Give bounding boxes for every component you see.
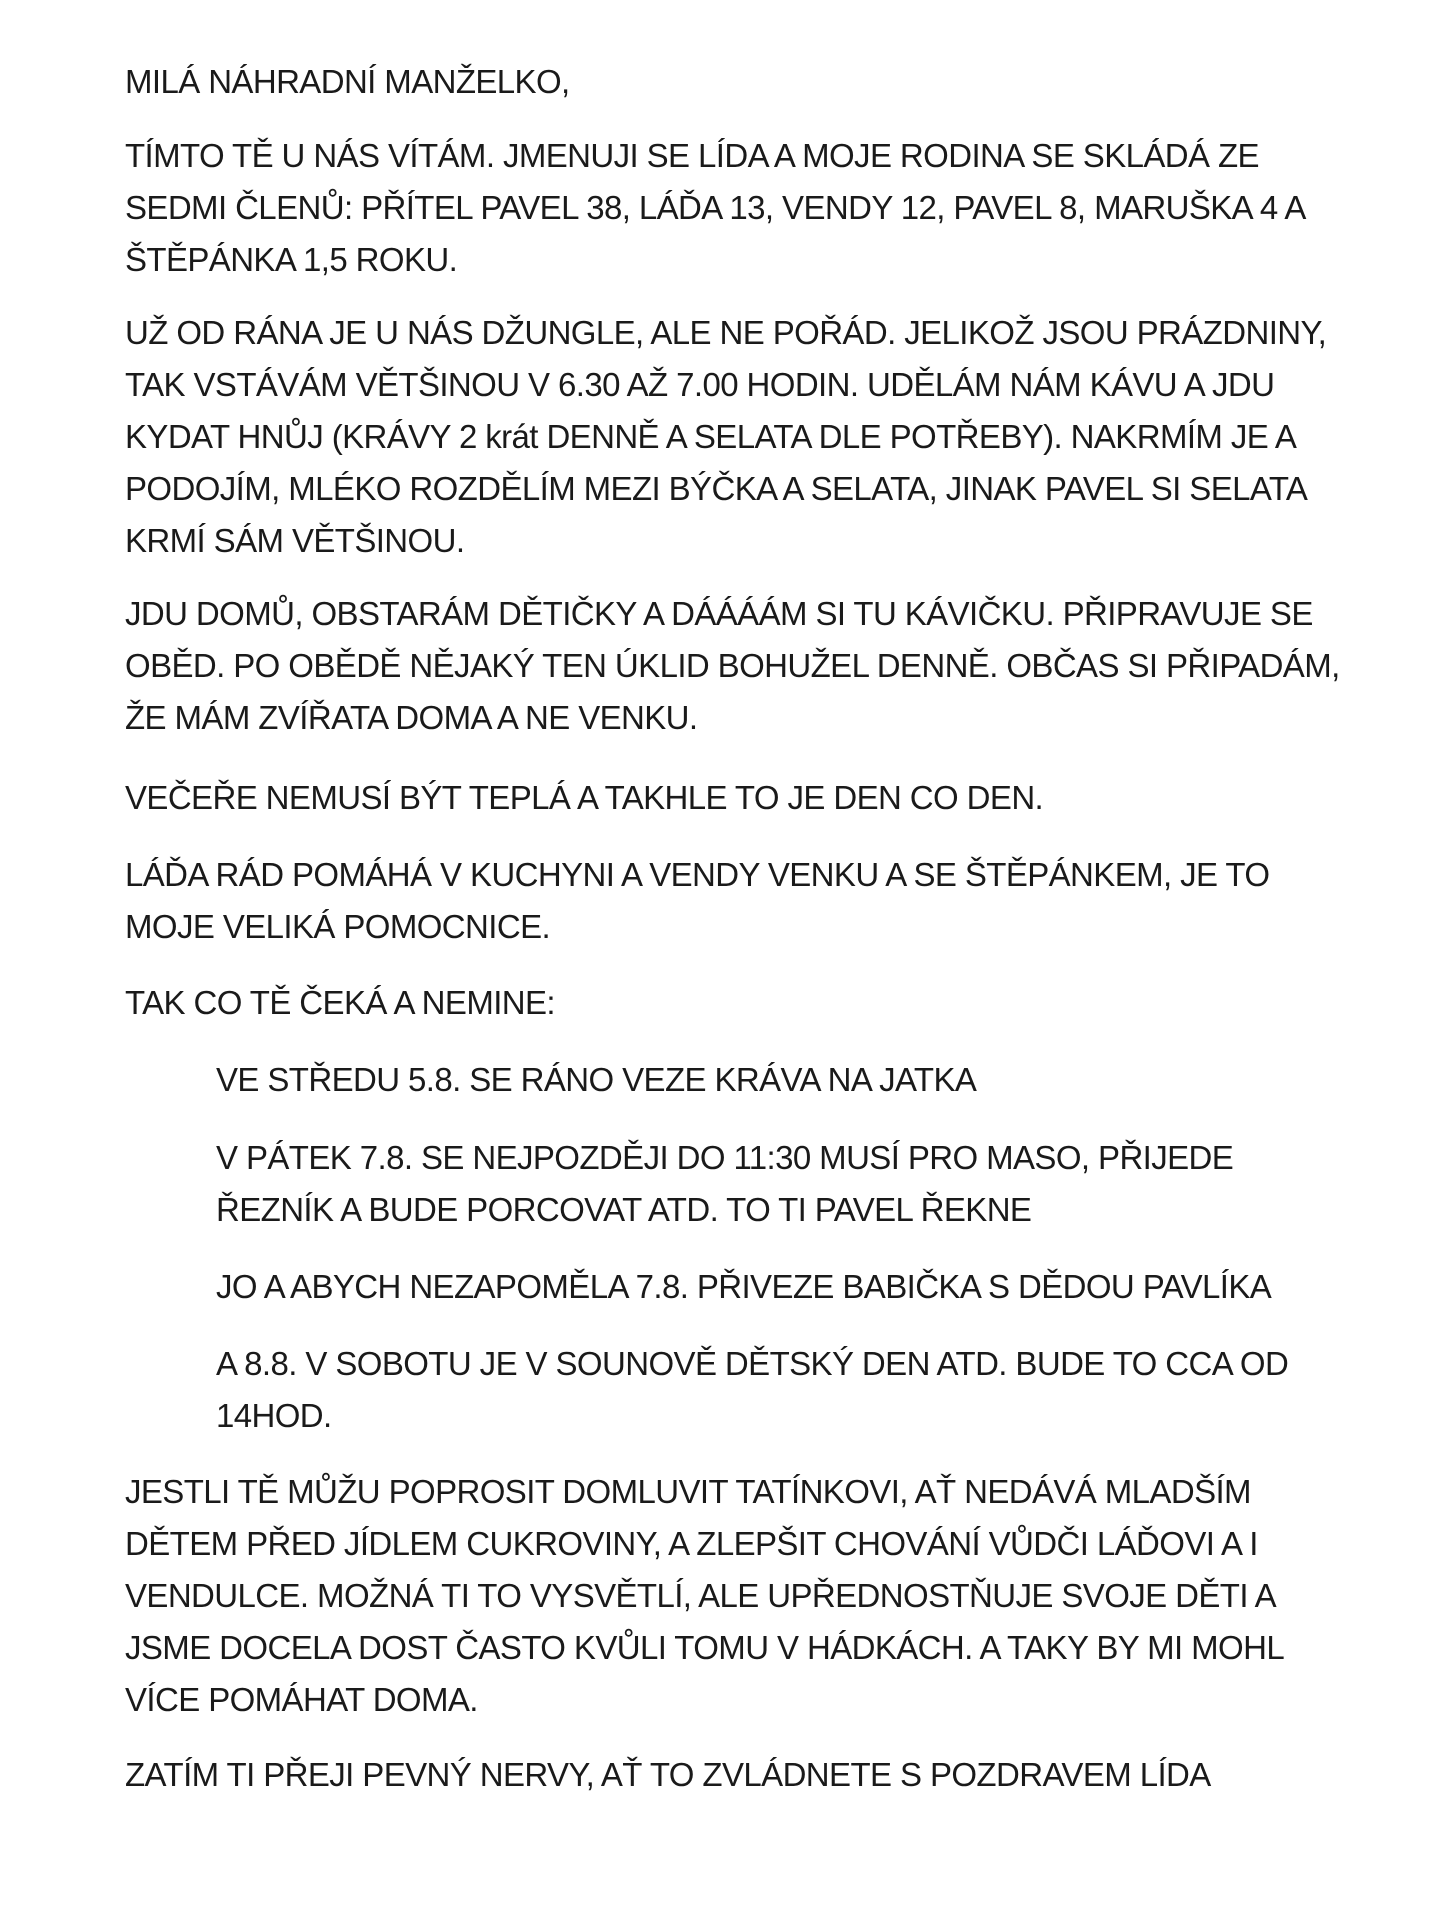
letter-greeting: MILÁ NÁHRADNÍ MANŽELKO, [125,63,570,100]
letter-paragraph-dinner: VEČEŘE NEMUSÍ BÝT TEPLÁ A TAKHLE TO JE DEN CO DEN. [125,779,1044,816]
letter-paragraph-family: TÍMTO TĚ U NÁS VÍTÁM. JMENUJI SE LÍDA A MOJE RODINA SE SKLÁDÁ ZE SEDMI ČLENŮ: PŘÍTEL PAVEL 38, LÁĎA 13, VENDY 12, PAVEL 8, MARUŠKA 4 A ŠTĚPÁNKA 1,5 ROKU. [125,137,1304,278]
letter-closing: ZATÍM TI PŘEJI PEVNÝ NERVY, AŤ TO ZVLÁDNETE S POZDRAVEM LÍDA [125,1756,1211,1793]
letter-paragraph-request: JESTLI TĚ MŮŽU POPROSIT DOMLUVIT TATÍNKOVI, AŤ NEDÁVÁ MLADŠÍM DĚTEM PŘED JÍDLEM CUKROVINY, A ZLEPŠIT CHOVÁNÍ VŮDČI LÁĎOVI A I VENDULCE. MOŽNÁ TI TO VYSVĚTLÍ, ALE UPŘEDNOSTŇUJE SVOJE DĚTI A JSME DOCELA DOST ČASTO KVŮLI TOMU V HÁDKÁCH. A TAKY BY MI MOHL VÍCE POMÁHAT DOMA. [125,1473,1283,1718]
letter-paragraph-helpers: LÁĎA RÁD POMÁHÁ V KUCHYNI A VENDY VENKU A SE ŠTĚPÁNKEM, JE TO MOJE VELIKÁ POMOCNICE. [125,856,1270,945]
event-item: A 8.8. V SOBOTU JE V SOUNOVĚ DĚTSKÝ DEN ATD. BUDE TO CCA OD 14HOD. [216,1345,1289,1434]
event-item: V PÁTEK 7.8. SE NEJPOZDĚJI DO 11:30 MUSÍ PRO MASO, PŘIJEDE ŘEZNÍK A BUDE PORCOVAT ATD. TO TI PAVEL ŘEKNE [216,1139,1234,1228]
event-item: VE STŘEDU 5.8. SE RÁNO VEZE KRÁVA NA JATKA [216,1061,977,1098]
letter-paragraph-upcoming: TAK CO TĚ ČEKÁ A NEMINE: [125,984,555,1021]
event-item: JO A ABYCH NEZAPOMĚLA 7.8. PŘIVEZE BABIČKA S DĚDOU PAVLÍKA [216,1268,1272,1305]
letter-paragraph-home: JDU DOMŮ, OBSTARÁM DĚTIČKY A DÁÁÁÁM SI TU KÁVIČKU. PŘIPRAVUJE SE OBĚD. PO OBĚDĚ NĚJAKÝ TEN ÚKLID BOHUŽEL DENNĚ. OBČAS SI PŘIPADÁM, ŽE MÁM ZVÍŘATA DOMA A NE VENKU. [125,595,1340,736]
letter-paragraph-morning: UŽ OD RÁNA JE U NÁS DŽUNGLE, ALE NE POŘÁD. JELIKOŽ JSOU PRÁZDNINY, TAK VSTÁVÁM VĚTŠINOU V 6.30 AŽ 7.00 HODIN. UDĚLÁM NÁM KÁVU A JDU KYDAT HNŮJ (KRÁVY 2 krát DENNĚ A SELATA DLE POTŘEBY). NAKRMÍM JE A PODOJÍM, MLÉKO ROZDĚLÍM MEZI BÝČKA A SELATA, JINAK PAVEL SI SELATA KRMÍ SÁM VĚTŠINOU. [125,314,1327,559]
